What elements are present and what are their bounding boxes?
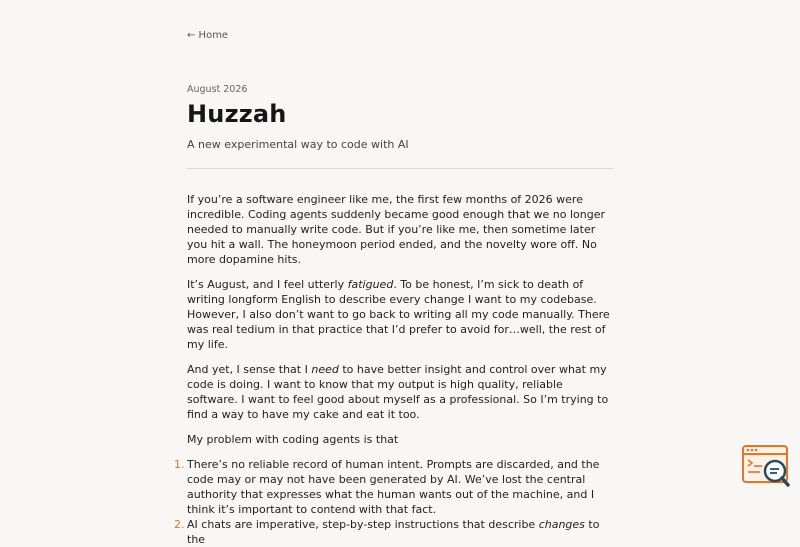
paragraph-4: My problem with coding agents is that	[187, 433, 399, 446]
list-item-text: There’s no reliable record of human intent. Prompts are discarded, and the code may or may not have been generated by AI. We’ve lost the central authority that expresses what the human wants out of the machine, and I think it’s important to contend with that fact.	[187, 458, 600, 516]
header-divider	[187, 168, 613, 169]
list-item-text-b: to the	[187, 518, 600, 546]
list-item-text-a: AI chats are imperative, step-by-step instructions that describe	[187, 518, 539, 531]
list-item	[174, 517, 613, 547]
emphasis-fatigued: fatigued	[347, 278, 394, 291]
code-search-badge[interactable]	[742, 444, 790, 488]
post-subtitle: A new experimental way to code with AI	[187, 138, 409, 151]
article-body	[174, 192, 613, 547]
code-search-icon	[742, 444, 790, 488]
page-title: Huzzah	[187, 100, 287, 128]
post-date: August 2026	[187, 84, 248, 95]
paragraph-2-text-b: . To be honest, I’m sick to death of writing longform English to describe every change I want to my codebase. However, I also don’t want to go back to writing all my code manually. There was real tedium in that practice that I’d prefer to avoid for…well, the rest of my life.	[187, 278, 610, 351]
home-link[interactable]: ← Home	[187, 30, 229, 41]
list-item-number: 2.	[174, 518, 185, 531]
paragraph-3	[187, 362, 613, 422]
problem-list	[174, 457, 613, 547]
list-item	[174, 457, 613, 517]
paragraph-2	[187, 277, 613, 352]
paragraph-3-text-b: to have better insight and control over what my code is doing. I want to know that my output is high quality, reliable software. I want to feel good about myself as a professional. So I’m trying to find a way to have my cake and eat it too.	[187, 363, 609, 421]
paragraph-3-text-a: And yet, I sense that I	[187, 363, 312, 376]
paragraph-2-text-a: It’s August, and I feel utterly	[187, 278, 348, 291]
emphasis-need: need	[311, 363, 339, 376]
paragraph-1: If you’re a software engineer like me, the first few months of 2026 were incredible. Coding agents suddenly became good enough that we no longer needed to manually write code. But if you’re like me, then sometime later you hit a wall. The honeymoon period ended, and the novelty wore off. No more dopamine hits.	[187, 193, 605, 266]
list-item-number: 1.	[174, 458, 185, 471]
emphasis-changes: changes	[538, 518, 585, 531]
